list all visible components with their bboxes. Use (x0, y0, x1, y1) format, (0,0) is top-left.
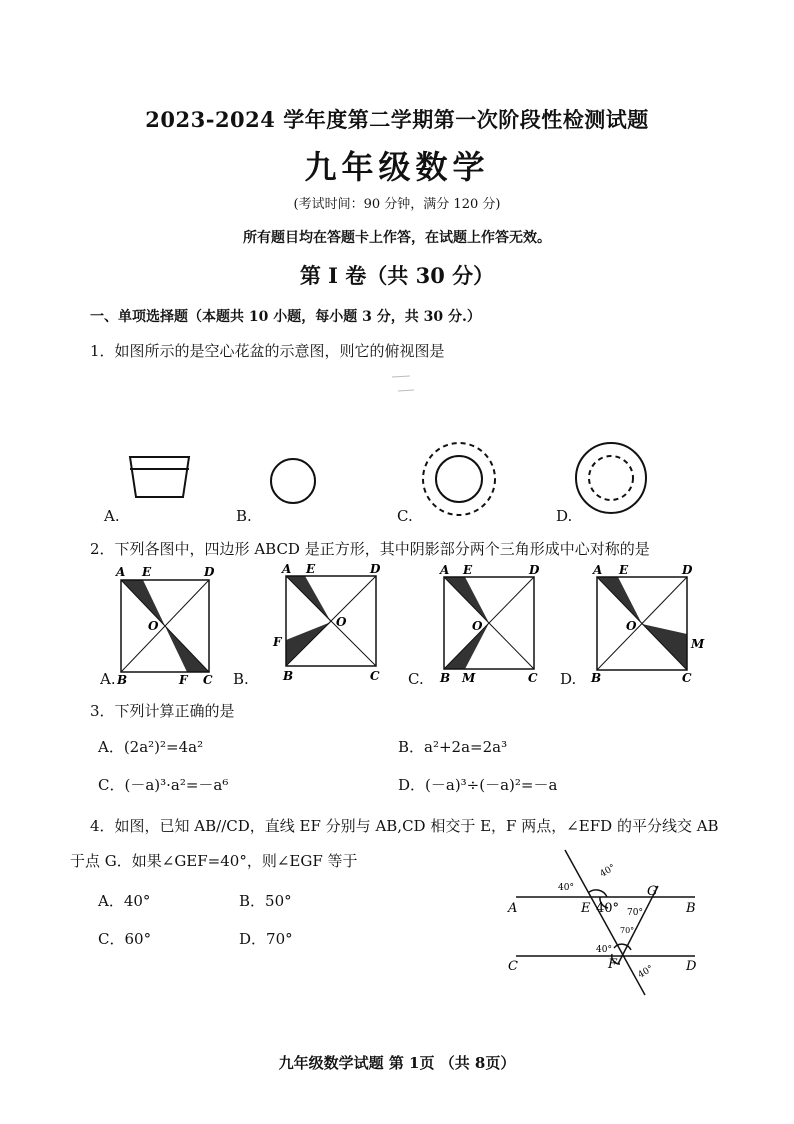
q1-label-c: C. (397, 507, 413, 525)
svg-text:E: E (581, 901, 591, 916)
question-4-stem-line-1: 4．如图，已知 AB//CD，直线 EF 分别与 AB,CD 相交于 E，F 两点，∠EFD 的平分线交 AB (90, 817, 719, 835)
svg-text:E: E (142, 565, 152, 579)
q2-figure-a (115, 565, 215, 687)
svg-text:D: D (370, 562, 381, 576)
question-4-stem-line-2: 于点 G．如果∠GEF=40°，则∠EGF 等于 (70, 852, 358, 870)
svg-text:G: G (647, 884, 658, 899)
q4-option-d: D．70° (239, 930, 293, 948)
option-a-figure (130, 457, 189, 497)
svg-text:C: C (370, 669, 380, 683)
svg-text:D: D (686, 959, 697, 974)
svg-text:O: O (336, 615, 347, 629)
q2-label-c: C. (408, 670, 424, 688)
q2-label-b: B. (233, 670, 249, 688)
question-4-figure (500, 840, 730, 1000)
svg-text:B: B (440, 671, 451, 685)
option-b-figure (271, 459, 315, 503)
svg-text:A: A (440, 563, 450, 577)
svg-text:F: F (179, 673, 188, 687)
svg-text:40°: 40° (596, 901, 620, 916)
svg-text:O: O (626, 619, 637, 633)
q2-figure-b (272, 562, 381, 683)
question-2-figures (0, 560, 794, 690)
svg-text:D: D (204, 565, 215, 579)
q1-label-b: B. (236, 507, 252, 525)
question-1-stem: 1．如图所示的是空心花盆的示意图，则它的俯视图是 (90, 342, 445, 360)
volume-title: 第 I 卷（共 30 分） (299, 263, 495, 288)
svg-text:E: E (463, 563, 473, 577)
question-3-stem: 3．下列计算正确的是 (90, 702, 235, 720)
scan-artifact (392, 376, 414, 391)
svg-text:B: B (591, 671, 602, 685)
svg-text:B: B (283, 669, 294, 683)
q3-option-a: A．(2a²)²=4a² (98, 738, 204, 756)
svg-text:E: E (306, 562, 316, 576)
svg-text:C: C (508, 959, 518, 974)
option-d-figure (576, 443, 646, 513)
q3-option-d: D．(－a)³÷(－a)²=－a (398, 776, 558, 794)
q4-option-b: B．50° (239, 892, 292, 910)
q3-option-b: B．a²+2a=2a³ (398, 738, 508, 756)
q2-label-a: A. (100, 670, 116, 688)
q4-option-c: C．60° (98, 930, 152, 948)
q1-label-d: D. (556, 507, 573, 525)
svg-text:A: A (282, 562, 292, 576)
page-footer: 九年级数学试题 第 1页 （共 8页） (278, 1054, 516, 1072)
question-1-figures (0, 360, 794, 530)
q1-label-a: A. (104, 507, 120, 525)
option-c-figure (423, 443, 495, 515)
svg-text:A: A (116, 565, 126, 579)
q2-figure-d (590, 563, 705, 685)
svg-text:D: D (529, 563, 540, 577)
svg-text:70°: 70° (620, 926, 635, 935)
exam-title: 2023-2024 学年度第二学期第一次阶段性检测试题 (145, 107, 649, 132)
subject-title: 九年级数学 (304, 148, 490, 186)
exam-info: (考试时间：90 分钟，满分 120 分) (293, 197, 501, 212)
svg-text:C: C (528, 671, 538, 685)
svg-text:B: B (117, 673, 128, 687)
svg-text:A: A (593, 563, 603, 577)
svg-text:A: A (508, 901, 518, 916)
svg-text:M: M (691, 637, 705, 651)
svg-text:E: E (619, 563, 629, 577)
q4-option-a: A．40° (98, 892, 151, 910)
q3-option-c: C．(－a)³·a²=－a⁶ (98, 776, 229, 794)
svg-text:40°: 40° (636, 963, 656, 981)
q2-label-d: D. (560, 670, 577, 688)
q2-figure-c (439, 563, 540, 685)
svg-text:40°: 40° (558, 883, 574, 893)
svg-text:40°: 40° (598, 862, 618, 880)
section-heading: 一、单项选择题（本题共 10 小题，每小题 3 分，共 30 分.） (90, 309, 481, 325)
svg-text:F: F (608, 957, 618, 972)
svg-text:D: D (682, 563, 693, 577)
svg-text:O: O (472, 619, 483, 633)
answer-notice: 所有题目均在答题卡上作答，在试题上作答无效。 (243, 230, 551, 246)
svg-text:40°: 40° (596, 945, 612, 955)
svg-text:C: C (682, 671, 692, 685)
svg-text:C: C (203, 673, 213, 687)
svg-text:B: B (686, 901, 696, 916)
svg-text:O: O (148, 619, 159, 633)
svg-text:F: F (273, 635, 282, 649)
question-2-stem: 2．下列各图中，四边形 ABCD 是正方形，其中阴影部分两个三角形成中心对称的是 (90, 540, 650, 558)
svg-text:M: M (462, 671, 476, 685)
svg-text:70°: 70° (627, 908, 643, 918)
